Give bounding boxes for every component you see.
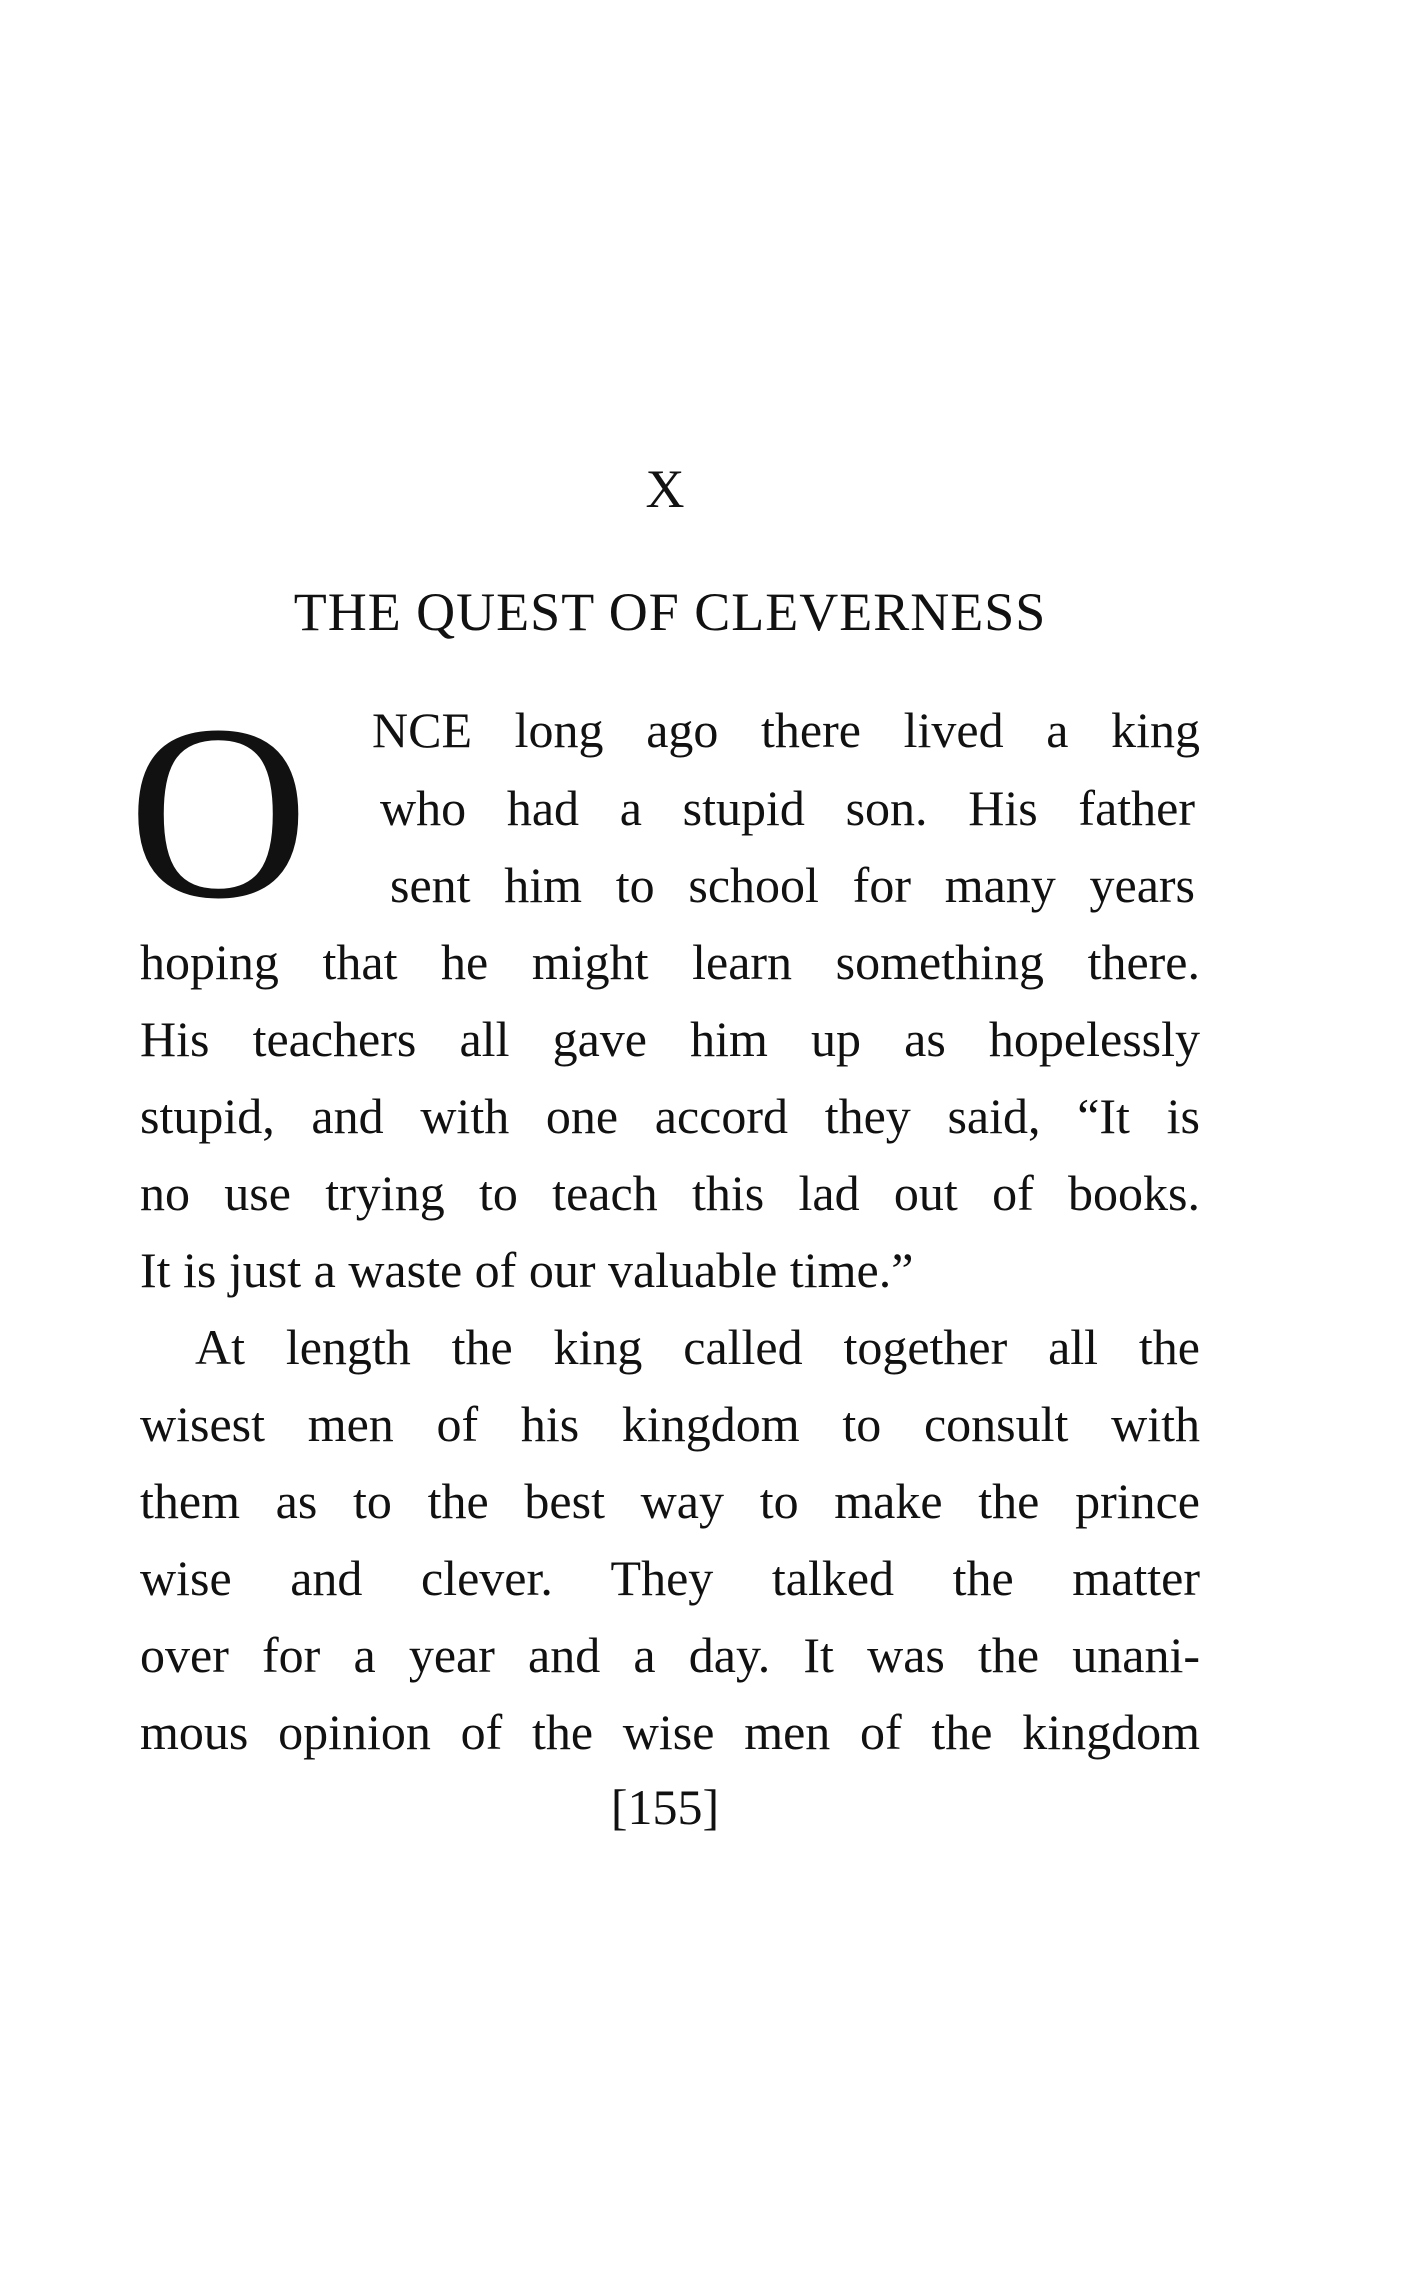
text-line: no use trying to teach this lad out of books. <box>140 1165 1200 1221</box>
text-line: sent him to school for many years <box>390 857 1195 913</box>
text-line: His teachers all gave him up as hopelessly <box>140 1011 1200 1067</box>
text-line: It is just a waste of our valuable time.” <box>140 1242 914 1298</box>
text-line: stupid, and with one accord they said, “It is <box>140 1088 1200 1144</box>
chapter-title: THE QUEST OF CLEVERNESS <box>293 582 1047 642</box>
text-line: mous opinion of the wise men of the kingdom <box>140 1704 1200 1760</box>
text-line: over for a year and a day. It was the unani- <box>140 1627 1200 1683</box>
text-line: hoping that he might learn something there. <box>140 934 1200 990</box>
chapter-number: X <box>645 459 685 519</box>
text-line: At length the king called together all the <box>195 1319 1200 1375</box>
text-line: wisest men of his kingdom to consult with <box>140 1396 1200 1452</box>
drop-cap: O <box>128 674 309 951</box>
text-line: NCE long ago there lived a king <box>372 702 1200 758</box>
text-line: wise and clever. They talked the matter <box>140 1550 1200 1606</box>
text-line: them as to the best way to make the prince <box>140 1473 1200 1529</box>
text-line: who had a stupid son. His father <box>380 780 1195 836</box>
page-number: [155] <box>610 1779 720 1835</box>
